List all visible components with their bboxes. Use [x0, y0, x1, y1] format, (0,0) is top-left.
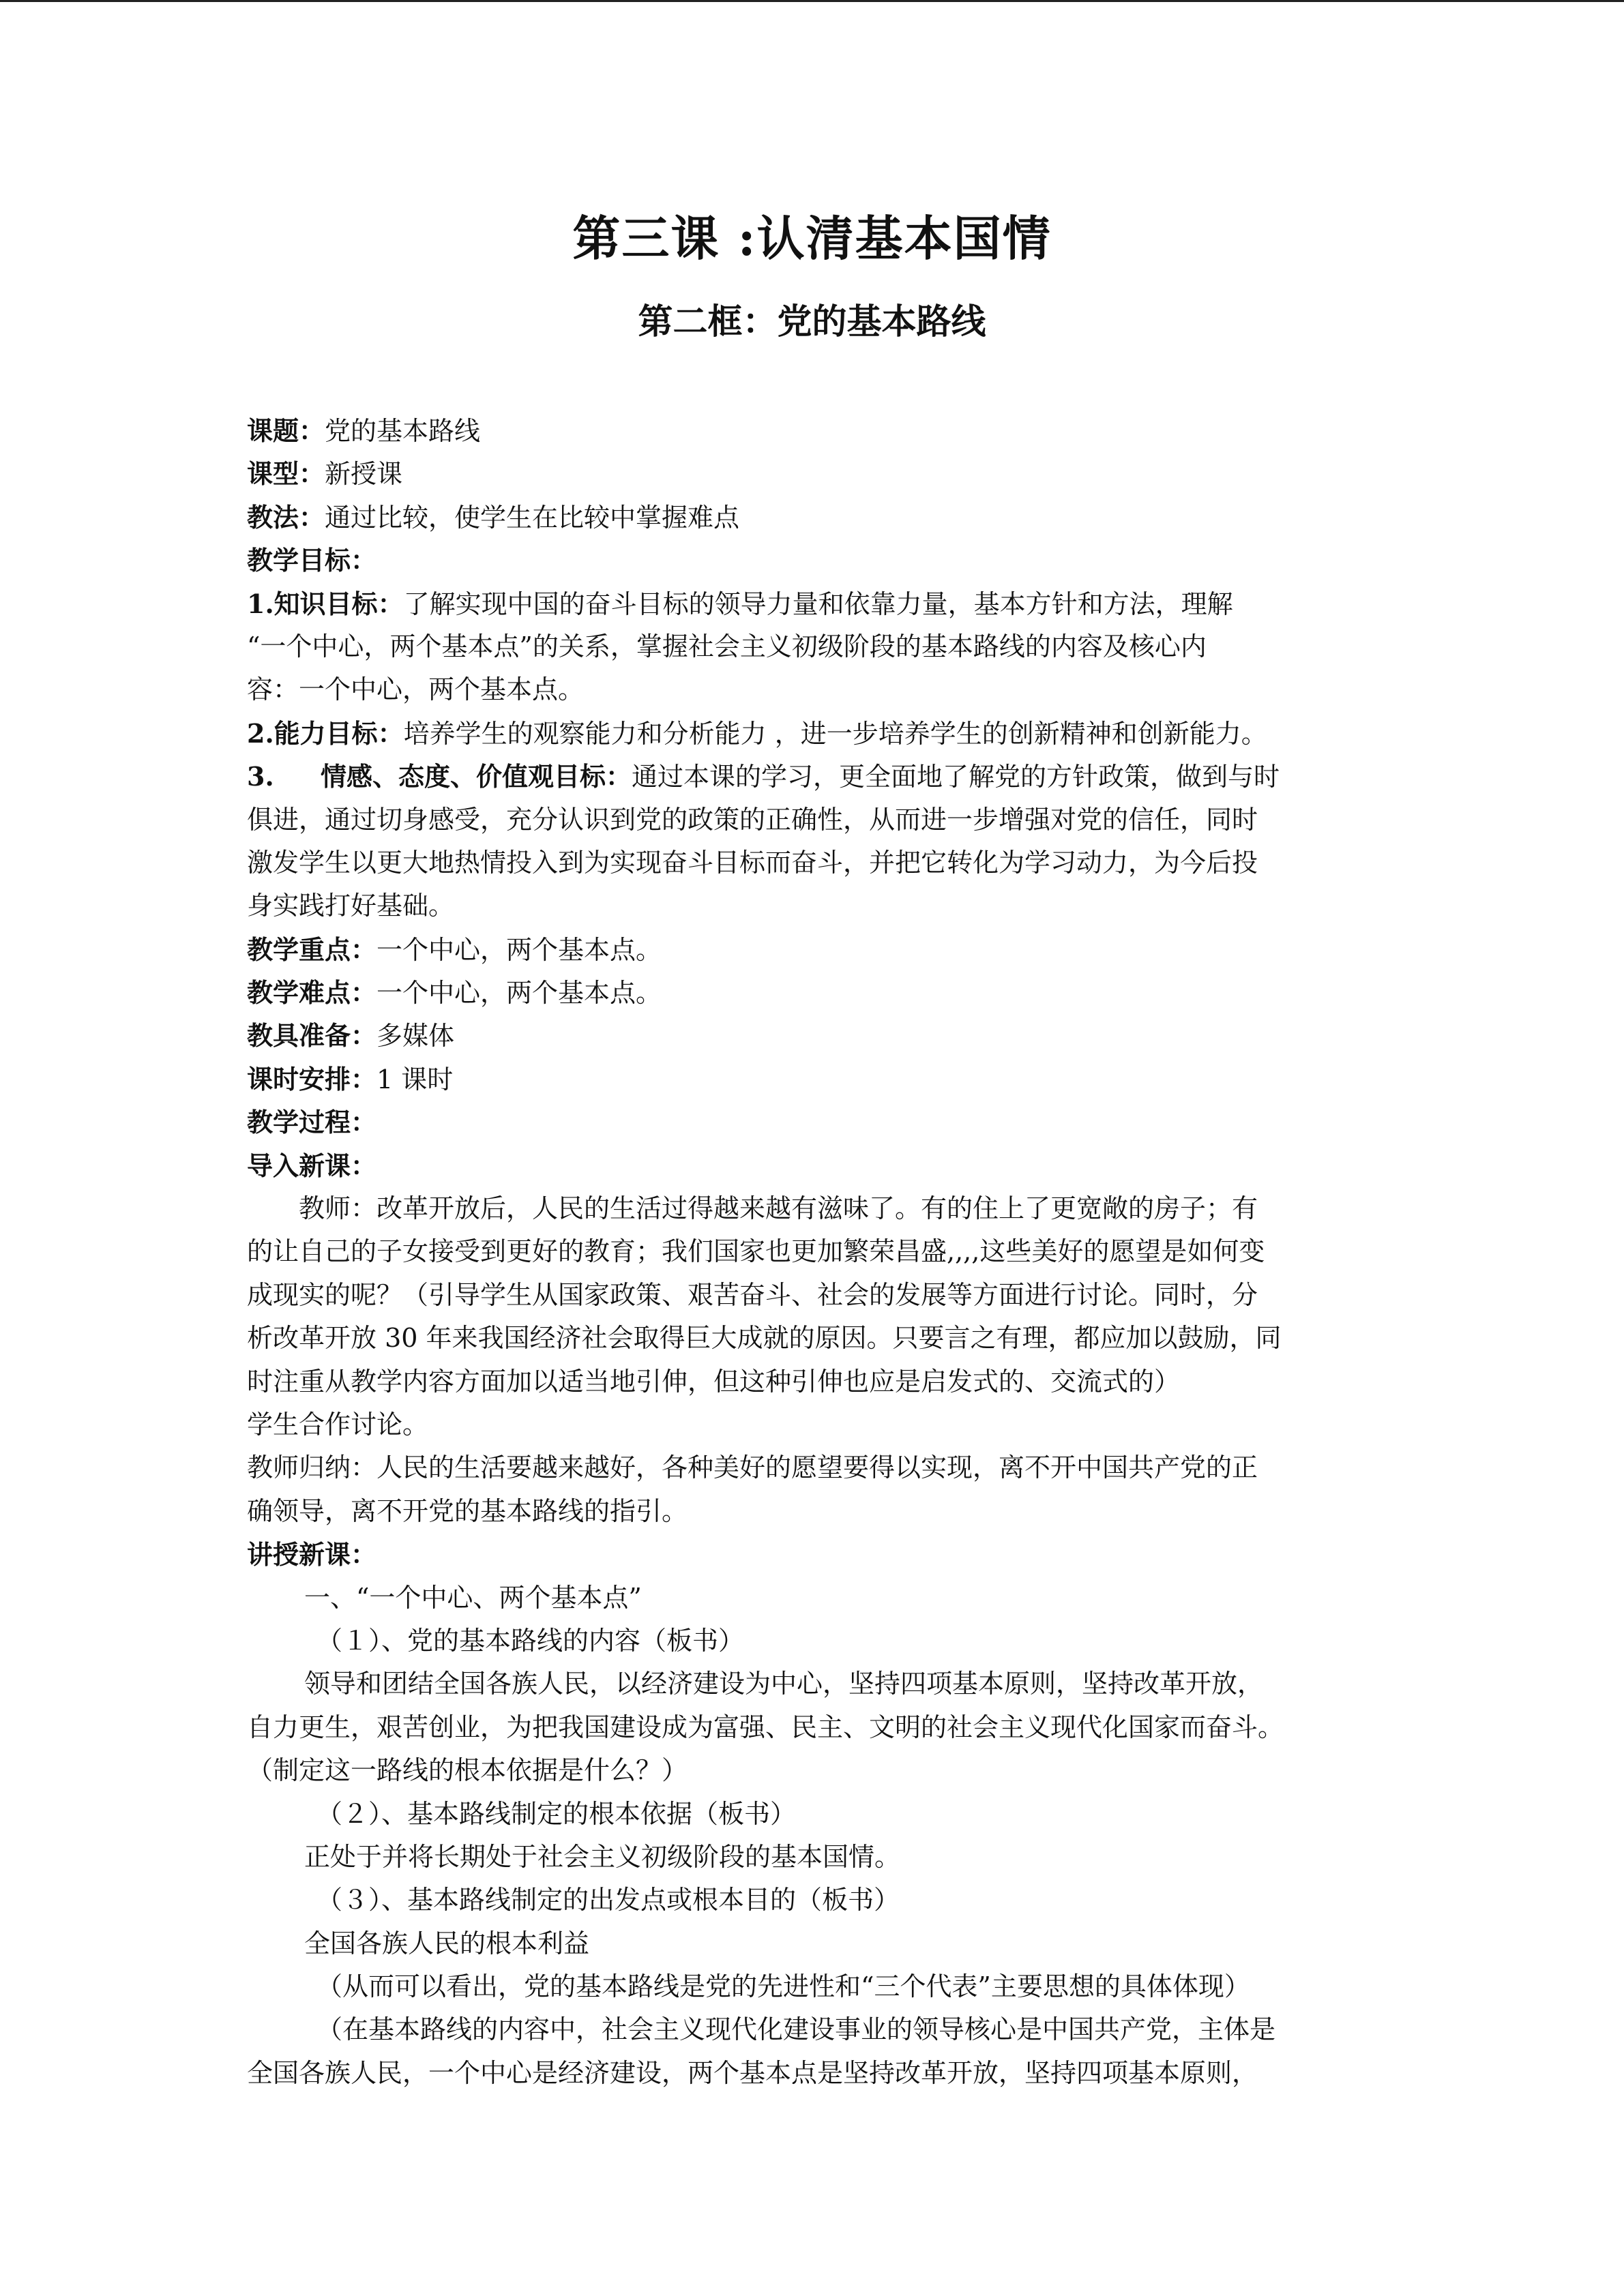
intro-line-2: 的让自己的子女接受到更好的教育；我们国家也更加繁荣昌盛,,,,这些美好的愿望是如何变: [247, 1236, 1265, 1267]
emotion-goal-line-4: 身实践打好基础。: [247, 891, 455, 921]
teaching-focus-value: 一个中心，两个基本点。: [377, 934, 662, 965]
knowledge-goal-line-3: 容：一个中心，两个基本点。: [247, 674, 585, 705]
emotion-goal-line-3: 激发学生以更大地热情投入到为实现奋斗目标而奋斗，并把它转化为学习动力，为今后投: [247, 847, 1258, 878]
ability-goal-label: 2.能力目标：: [247, 717, 404, 749]
teaching-focus-label: 教学重点：: [247, 934, 377, 965]
teaching-tools-label: 教具准备：: [247, 1020, 377, 1052]
meta-topic-value: 党的基本路线: [325, 416, 481, 446]
teaching-tools-value: 多媒体: [377, 1021, 455, 1052]
lesson-line-2: （１）、党的基本路线的内容（板书）: [316, 1625, 745, 1656]
meta-topic-label: 课题：: [247, 415, 325, 446]
emotion-goal-label: 情感、态度、价值观目标：: [321, 761, 632, 792]
document-body: [247, 409, 1379, 2095]
teaching-difficulty-value: 一个中心，两个基本点。: [377, 978, 662, 1009]
meta-method: [247, 496, 1379, 539]
teaching-difficulty-label: 教学难点：: [247, 977, 377, 1009]
teaching-difficulty: [247, 971, 1379, 1014]
intro-heading: 导入新课：: [247, 1150, 377, 1181]
ability-goal-line: [247, 712, 1379, 755]
lesson-line-4: 自力更生，艰苦创业，为把我国建设成为富强、民主、文明的社会主义现代化国家而奋斗。: [247, 1712, 1284, 1742]
class-time: [247, 1058, 1379, 1101]
lesson-line-5: （制定这一路线的根本依据是什么？）: [247, 1755, 688, 1786]
page-title: 第三课 :认清基本国情: [572, 210, 1052, 267]
lesson-line-1: 一、“一个中心、两个基本点”: [304, 1582, 642, 1613]
class-time-value: 1 课时: [377, 1064, 454, 1094]
meta-type-value: 新授课: [325, 459, 403, 490]
knowledge-goal-label: 1.知识目标：: [247, 588, 404, 619]
knowledge-goal-line-2: “一个中心，两个基本点”的关系，掌握社会主义初级阶段的基本路线的内容及核心内: [247, 631, 1207, 661]
knowledge-goal-line-1: [247, 582, 1379, 625]
lesson-line-10: （从而可以看出，党的基本路线是党的先进性和“三个代表”主要思想的具体体现）: [316, 1971, 1250, 2002]
ability-goal-text: 培养学生的观察能力和分析能力 ，进一步培养学生的创新精神和创新能力。: [403, 718, 1267, 749]
page-top-border: [0, 0, 1624, 2]
emotion-goal-line-1: [247, 755, 1379, 798]
emotion-goal-text-1: 通过本课的学习，更全面地了解党的方针政策，做到与时: [632, 762, 1280, 792]
emotion-goal-line-2: 俱进，通过切身感受，充分认识到党的政策的正确性，从而进一步增强对党的信任，同时: [247, 804, 1258, 835]
meta-method-value: 通过比较，使学生在比较中掌握难点: [325, 502, 740, 533]
meta-topic: [247, 409, 1379, 452]
knowledge-goal-text-1: 了解实现中国的奋斗目标的领导力量和依靠力量，基本方针和方法，理解: [403, 588, 1233, 619]
intro-line-8: 确领导，离不开党的基本路线的指引。: [247, 1495, 688, 1526]
teaching-tools: [247, 1014, 1379, 1057]
page-subtitle: 第二框：党的基本路线: [638, 301, 986, 342]
meta-method-label: 教法：: [247, 501, 325, 533]
intro-line-3: 成现实的呢？（引导学生从国家政策、艰苦奋斗、社会的发展等方面进行讨论。同时，分: [247, 1279, 1258, 1310]
lesson-line-8: （３）、基本路线制定的出发点或根本目的（板书）: [316, 1885, 900, 1915]
lesson-line-9: 全国各族人民的根本利益: [304, 1928, 590, 1958]
intro-line-7: 教师归纳：人民的生活要越来越好，各种美好的愿望要得以实现，离不开中国共产党的正: [247, 1452, 1258, 1483]
lesson-line-3: 领导和团结全国各族人民，以经济建设为中心，坚持四项基本原则，坚持改革开放，: [304, 1669, 1264, 1699]
lesson-line-12: 全国各族人民，一个中心是经济建设，两个基本点是坚持改革开放，坚持四项基本原则，: [247, 2057, 1258, 2088]
intro-line-5: 时注重从教学内容方面加以适当地引伸，但这种引伸也应是启发式的、交流式的）: [247, 1366, 1181, 1397]
intro-line-1: 教师：改革开放后，人民的生活过得越来越有滋味了。有的住上了更宽敞的房子；有: [299, 1193, 1258, 1224]
goals-heading: 教学目标：: [247, 545, 377, 576]
lesson-line-11: （在基本路线的内容中，社会主义现代化建设事业的领导核心是中国共产党，主体是: [316, 2014, 1276, 2045]
process-heading: 教学过程：: [247, 1107, 377, 1138]
lesson-line-6: （２）、基本路线制定的根本依据（板书）: [316, 1798, 797, 1829]
lesson-heading: 讲授新课：: [247, 1539, 377, 1570]
meta-type: [247, 452, 1379, 495]
lesson-line-7: 正处于并将长期处于社会主义初级阶段的基本国情。: [304, 1841, 901, 1872]
emotion-goal-number: 3.: [247, 761, 274, 792]
intro-line-4: 析改革开放 30 年来我国经济社会取得巨大成就的原因。只要言之有理，都应加以鼓励，同: [247, 1323, 1282, 1354]
meta-type-label: 课型：: [247, 458, 325, 490]
class-time-label: 课时安排：: [247, 1063, 377, 1094]
teaching-focus: [247, 928, 1379, 971]
intro-line-6: 学生合作讨论。: [247, 1409, 429, 1440]
